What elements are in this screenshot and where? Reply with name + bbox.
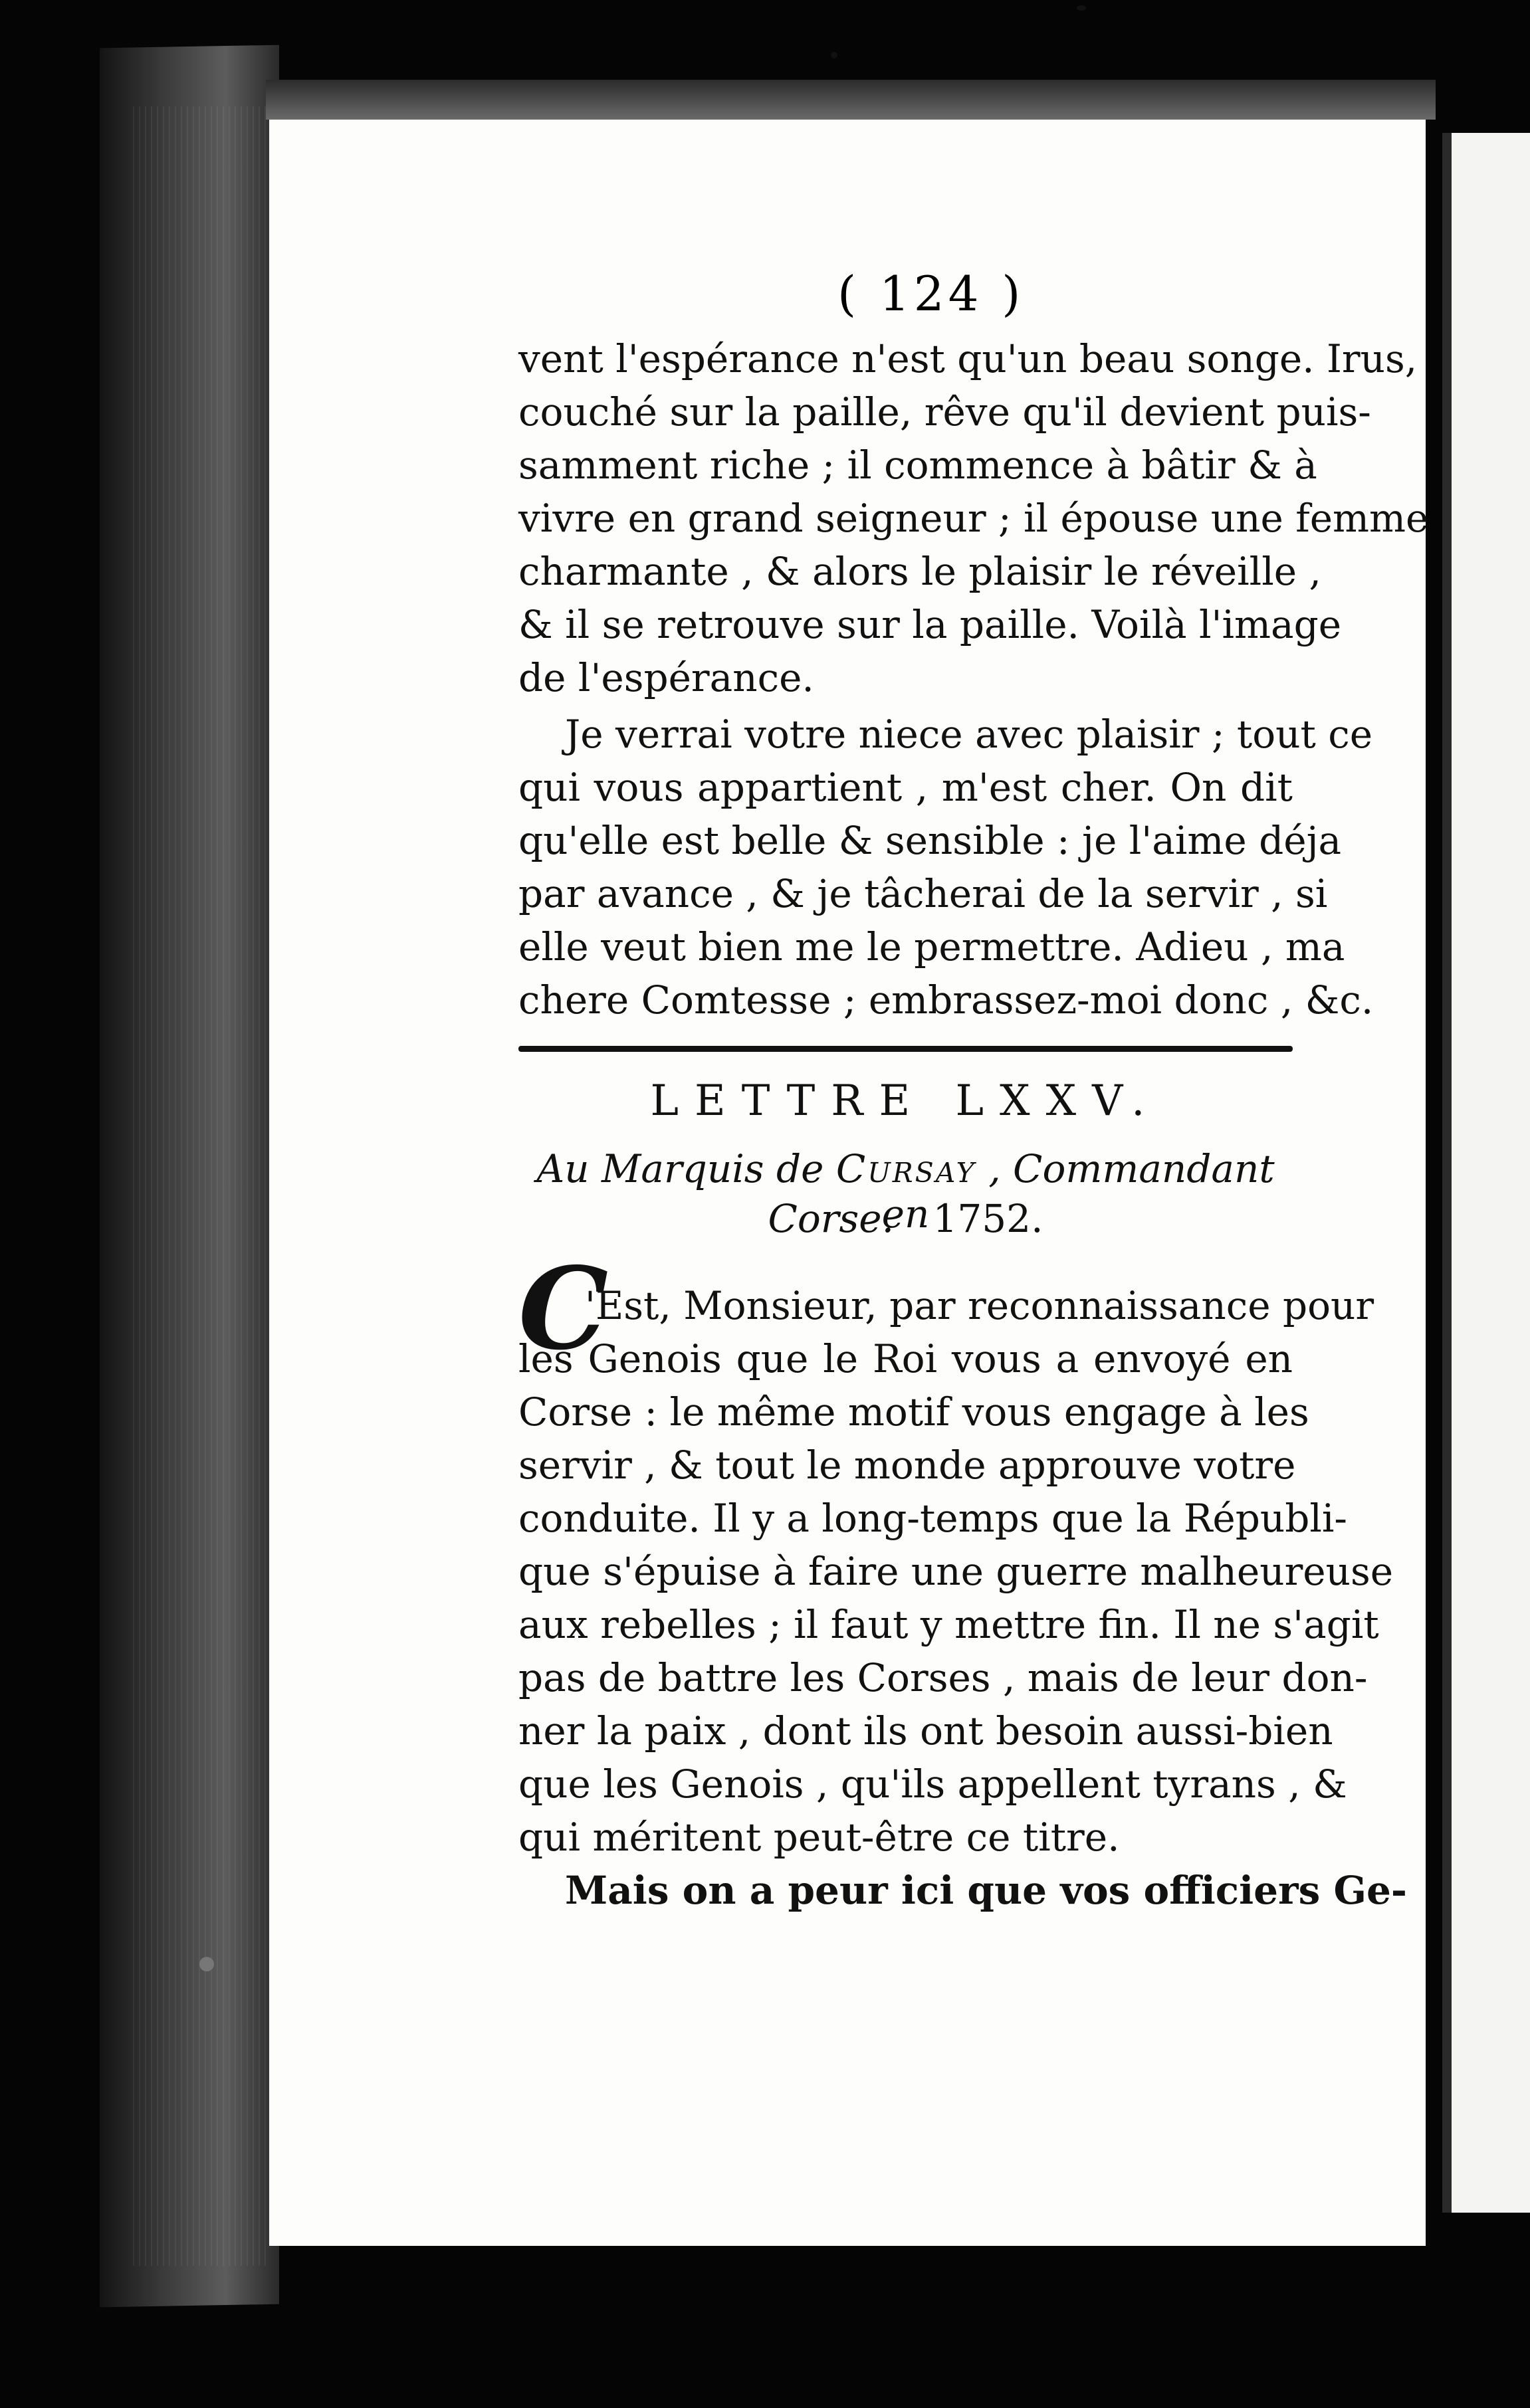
text-line: 'Est, Monsieur, par reconnaissance pour — [585, 1283, 1374, 1328]
page-edge-texture — [133, 106, 266, 2266]
text-line: que les Genois , qu'ils appellent tyrans , & — [518, 1761, 1347, 1807]
text-line: qui vous appartient , m'est cher. On dit — [518, 765, 1293, 810]
page-number: ( 124 ) — [837, 266, 1025, 322]
text-line: & il se retrouve sur la paille. Voilà l'image — [518, 602, 1342, 647]
text-line: ner la paix , dont ils ont besoin aussi-bien — [518, 1708, 1333, 1754]
text-line: les Genois que le Roi vous a envoyé en — [518, 1336, 1293, 1381]
section-rule — [518, 1046, 1293, 1052]
addressee-name: Cursay — [835, 1146, 976, 1191]
addressee-prefix: Au Marquis de — [536, 1146, 824, 1191]
text-line: couché sur la paille, rêve qu'il devient puis- — [518, 389, 1371, 435]
text-line: pas de battre les Corses , mais de leur don- — [518, 1655, 1368, 1700]
text-line: par avance , & je tâcherai de la servir , si — [518, 871, 1328, 916]
facing-page-edge — [1442, 133, 1530, 2213]
text-line: de l'espérance. — [518, 655, 814, 700]
text-line: chere Comtesse ; embrassez-moi donc , &c. — [518, 977, 1374, 1023]
text-line: Mais on a peur ici que vos officiers Ge- — [565, 1868, 1407, 1913]
addressee-place: Corse. — [768, 1196, 895, 1241]
letter-heading: LETTRE LXXV. — [650, 1076, 1161, 1126]
text-line: aux rebelles ; il faut y mettre fin. Il ne s'agit — [518, 1602, 1379, 1647]
text-line: qui méritent peut-être ce titre. — [518, 1815, 1120, 1860]
text-line: qu'elle est belle & sensible : je l'aime déja — [518, 818, 1342, 863]
text-line: que s'épuise à faire une guerre malheureuse — [518, 1549, 1394, 1594]
text-line: Je verrai votre niece avec plaisir ; tout ce — [565, 712, 1373, 757]
text-line: samment riche ; il commence à bâtir & à — [518, 443, 1317, 488]
letter-place-date — [518, 1196, 1293, 1241]
text-line: vent l'espérance n'est qu'un beau songe. Irus, — [518, 336, 1418, 381]
text-line: elle veut bien me le permettre. Adieu , ma — [518, 924, 1345, 969]
book-top-rim — [266, 80, 1436, 120]
addressee-suffix: , Commandant en — [881, 1146, 1275, 1237]
letter-year: 1752. — [932, 1196, 1043, 1241]
text-line: servir , & tout le monde approuve votre — [518, 1443, 1296, 1488]
drop-capital: C — [518, 1243, 609, 1375]
text-line: charmante , & alors le plaisir le réveille , — [518, 549, 1321, 594]
text-line: Corse : le même motif vous engage à les — [518, 1389, 1309, 1435]
text-line: conduite. Il y a long-temps que la Républi- — [518, 1496, 1348, 1541]
text-line: vivre en grand seigneur ; il épouse une femme — [518, 496, 1429, 541]
